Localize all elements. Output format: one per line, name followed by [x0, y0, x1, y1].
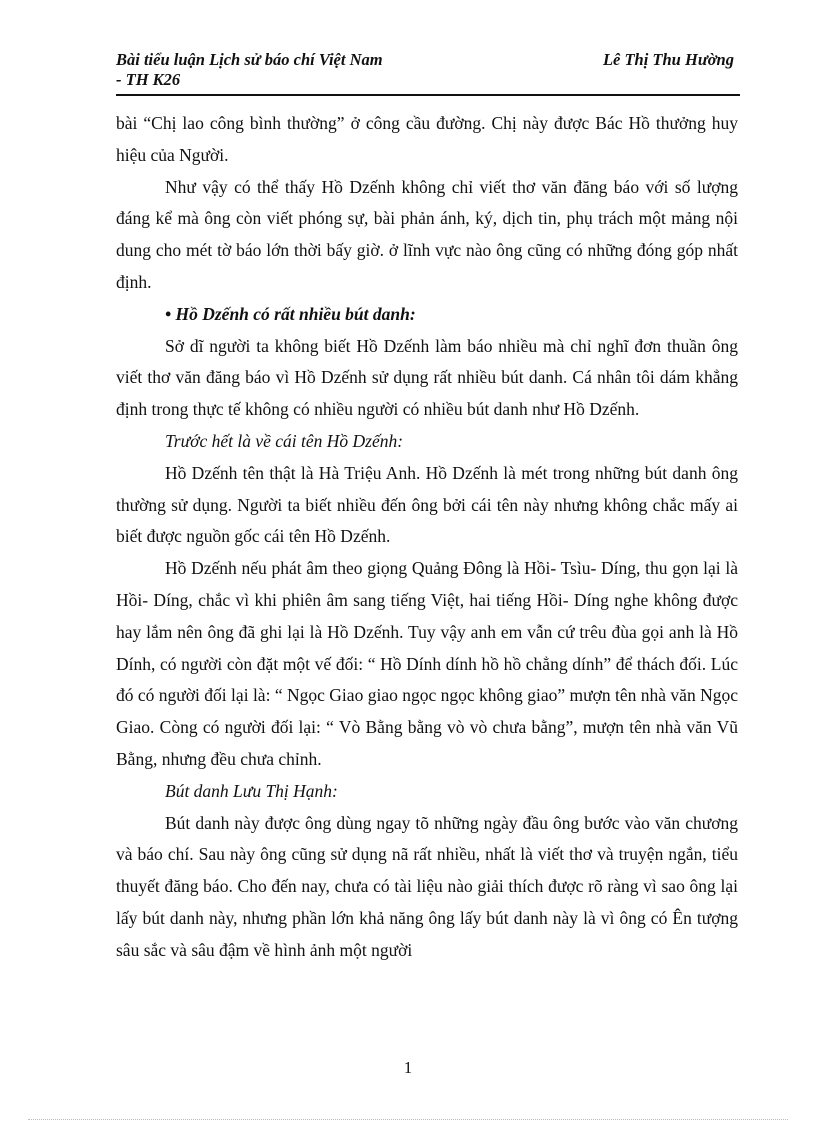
- subheading: Trước hết là về cái tên Hồ Dzếnh:: [165, 430, 404, 451]
- section-heading: • Hồ Dzếnh có rất nhiều bút danh:: [165, 303, 416, 324]
- paragraph: Bút danh này được ông dùng ngay tõ những ngày đầu ông bước vào văn chương và báo chí. Sau này ông cũng sử dụng nã rất nhiều, nhất là viết thơ và truyện ngắn, tiểu thuyết đăng báo. Cho đến nay, chưa có tài liệu nào giải thích được rõ ràng vì sao ông lại lấy bút danh này, nhưng phần lớn khả năng ông lấy bút danh này là vì ông có Ên tượng sâu sắc và sâu đậm về hình ảnh một người: [116, 812, 738, 960]
- document-title-line1: Bài tiểu luận Lịch sử báo chí Việt Nam: [116, 50, 383, 69]
- paragraph: Hồ Dzếnh nếu phát âm theo giọng Quảng Đông là Hồi- Tsìu- Díng, thu gọn lại là Hồi- Díng, chắc vì khi phiên âm sang tiếng Việt, hai tiếng Hồi- Díng nghe không được hay lắm nên ông đã ghi lại là Hồ Dzếnh. Tuy vậy anh em vẫn cứ trêu đùa gọi anh là Hồ Dính, có người còn đặt một vế đối: “ Hồ Dính dính hồ hồ chẳng dính” để thách đối. Lúc đó có người đối lại là: “ Ngọc Giao giao ngọc ngọc không giao” mượn tên nhà văn Ngọc Giao. Còng có người đối lại: “ Vò Bằng bằng vò vò chưa bằng”, mượn tên nhà văn Vũ Bằng, nhưng đều chưa chỉnh.: [116, 558, 738, 769]
- page-header: [116, 48, 740, 96]
- subheading: Bút danh Lưu Thị Hạnh:: [165, 780, 338, 801]
- author-name: Lê Thị Thu Hường: [602, 50, 734, 69]
- page-bottom-divider: [28, 1119, 788, 1120]
- document-title-line2: - TH K26: [116, 70, 181, 89]
- document-body: [116, 108, 738, 967]
- paragraph: Hồ Dzếnh tên thật là Hà Triệu Anh. Hồ Dzếnh là mét trong những bút danh ông thường sử dụng. Người ta biết nhiều đến ông bởi cái tên này nhưng không chắc mấy ai biết được nguồn gốc cái tên Hồ Dzếnh.: [116, 462, 738, 547]
- paragraph: Sở dĩ người ta không biết Hồ Dzếnh làm báo nhiều mà chỉ nghĩ đơn thuần ông viết thơ văn đăng báo vì Hồ Dzếnh sử dụng rất nhiều bút danh. Cá nhân tôi dám khẳng định trong thực tế không có nhiều người có nhiều bút danh như Hồ Dzếnh.: [116, 335, 738, 420]
- paragraph: Như vậy có thể thấy Hồ Dzếnh không chỉ viết thơ văn đăng báo với số lượng đáng kể mà ông còn viết phóng sự, bài phản ánh, ký, dịch tin, phụ trách một mảng nội dung cho mét tờ báo lớn thời bấy giờ. ở lĩnh vực nào ông cũng có những đóng góp nhất định.: [116, 176, 738, 292]
- paragraph-continuation: bài “Chị lao công bình thường” ở công cầu đường. Chị này được Bác Hồ thưởng huy hiệu của Người.: [116, 113, 738, 165]
- document-title: [116, 50, 383, 90]
- page-number: 1: [403, 1058, 413, 1077]
